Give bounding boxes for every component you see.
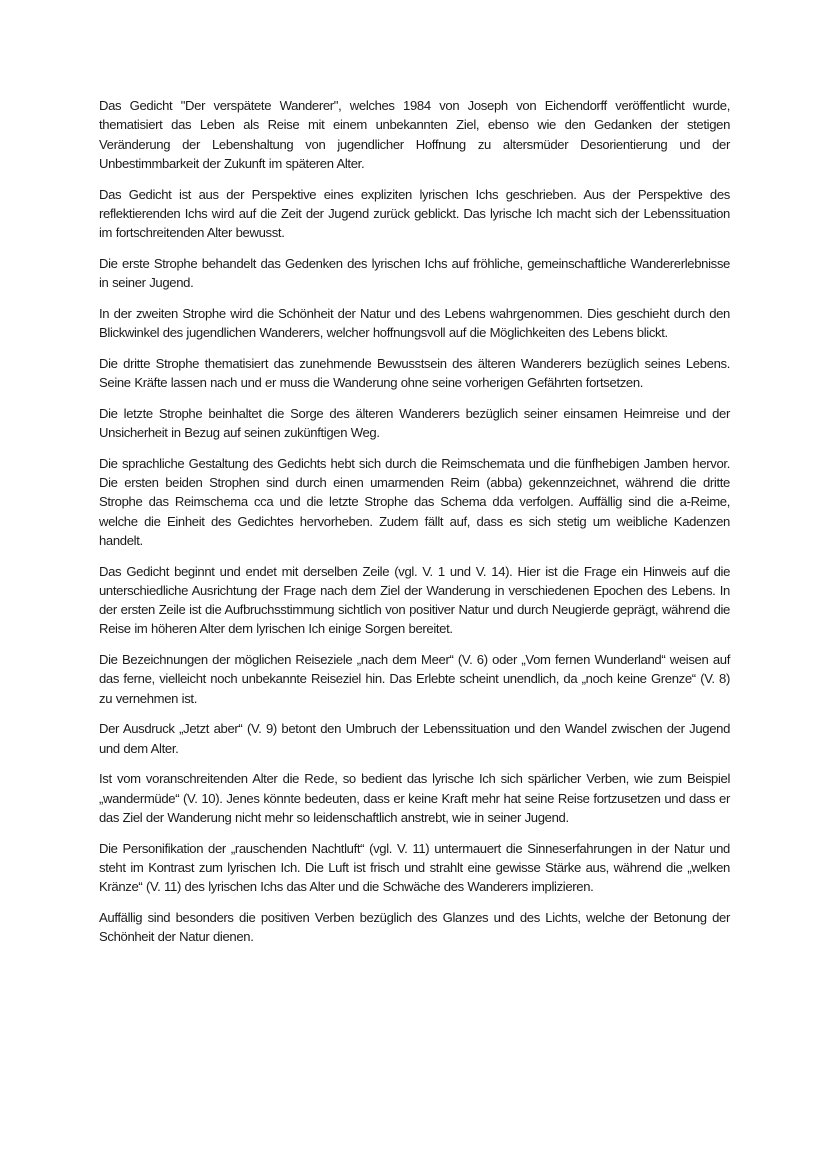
- paragraph-last-stanza: Die letzte Strophe beinhaltet die Sorge des älteren Wanderers bezüglich seiner einsamen Heimreise und der Unsicherheit in Bezug auf seinen zukünftigen Weg.: [99, 405, 730, 440]
- paragraph-first-stanza: Die erste Strophe behandelt das Gedenken des lyrischen Ichs auf fröhliche, gemeinschaftliche Wandererlebnisse in seiner Jugend.: [99, 255, 730, 290]
- paragraph-personification: Die Personifikation der „rauschenden Nachtluft“ (vgl. V. 11) untermauert die Sinneserfahrungen in der Natur und steht im Kontrast zum lyrischen Ich. Die Luft ist frisch und strahlt eine gewisse Stärke aus, während die „welken Kränze“ (V. 11) des lyrischen Ichs das Alter und die Schwäche des Wanderers implizieren.: [99, 840, 730, 894]
- paragraph-language-form: Die sprachliche Gestaltung des Gedichts hebt sich durch die Reimschemata und die fünfhebigen Jamben hervor. Die ersten beiden Strophen sind durch einen umarmenden Reim (abba) gekennzeichnet, während die dritte Strophe das Reimschema cca und die letzte Strophe das Schema dda verfolgen. Auffällig sind die a-Reime, welche die Einheit des Gedichtes hervorheben. Zudem fällt auf, dass es sich stetig um weibliche Kadenzen handelt.: [99, 455, 730, 548]
- paragraph-perspective: Das Gedicht ist aus der Perspektive eines expliziten lyrischen Ichs geschrieben. Aus der Perspektive des reflektierenden Ichs wird auf die Zeit der Jugend zurück geblickt. Das lyrische Ich macht sich der Lebenssituation im fortschreitenden Alter bewusst.: [99, 186, 730, 240]
- paragraph-second-stanza: In der zweiten Strophe wird die Schönheit der Natur und des Lebens wahrgenommen. Dies geschieht durch den Blickwinkel des jugendlichen Wanderers, welcher hoffnungsvoll auf die Möglichkeiten des Lebens blickt.: [99, 305, 730, 340]
- paragraph-third-stanza: Die dritte Strophe thematisiert das zunehmende Bewusstsein des älteren Wanderers bezüglich seines Lebens. Seine Kräfte lassen nach und er muss die Wanderung ohne seine vorherigen Gefährten fortsetzen.: [99, 355, 730, 390]
- paragraph-first-last-line: Das Gedicht beginnt und endet mit derselben Zeile (vgl. V. 1 und V. 14). Hier ist die Frage ein Hinweis auf die unterschiedliche Ausrichtung der Frage nach dem Ziel der Wanderung in verschiedenen Epochen des Lebens. In der ersten Zeile ist die Aufbruchsstimmung sichtlich von positiver Natur und durch Neugierde geprägt, während die Reise im höheren Alter dem lyrischen Ich einige Sorgen bereitet.: [99, 563, 730, 637]
- paragraph-intro: Das Gedicht "Der verspätete Wanderer", welches 1984 von Joseph von Eichendorff veröffentlicht wurde, thematisiert das Leben als Reise mit einem unbekannten Ziel, ebenso wie den Gedanken der stetigen Veränderung der Lebenshaltung von jugendlicher Hoffnung zu altersmüder Desorientierung und der Unbestimmbarkeit der Zukunft im späteren Alter.: [99, 98, 730, 171]
- paragraph-jetzt-aber: Der Ausdruck „Jetzt aber“ (V. 9) betont den Umbruch der Lebenssituation und den Wandel zwischen der Jugend und dem Alter.: [99, 721, 730, 756]
- paragraph-advancing-age: Ist vom voranschreitenden Alter die Rede, so bedient das lyrische Ich sich spärlicher Verben, wie zum Beispiel „wandermüde“ (V. 10). Jenes könnte bedeuten, dass er keine Kraft mehr hat seine Reise fortzusetzen und dass er das Ziel der Wanderung nicht mehr so leidenschaftlich anstrebt, wie in seiner Jugend.: [99, 771, 730, 825]
- paragraph-travel-destinations: Die Bezeichnungen der möglichen Reiseziele „nach dem Meer“ (V. 6) oder „Vom fernen Wunderland“ weisen auf das ferne, vielleicht noch unbekannte Reiseziel hin. Das Erlebte scheint unendlich, da „noch keine Grenze“ (V. 8) zu vernehmen ist.: [99, 652, 730, 706]
- document-page: [99, 96, 730, 958]
- paragraph-positive-verbs: Auffällig sind besonders die positiven Verben bezüglich des Glanzes und des Lichts, welche der Betonung der Schönheit der Natur dienen.: [99, 909, 730, 944]
